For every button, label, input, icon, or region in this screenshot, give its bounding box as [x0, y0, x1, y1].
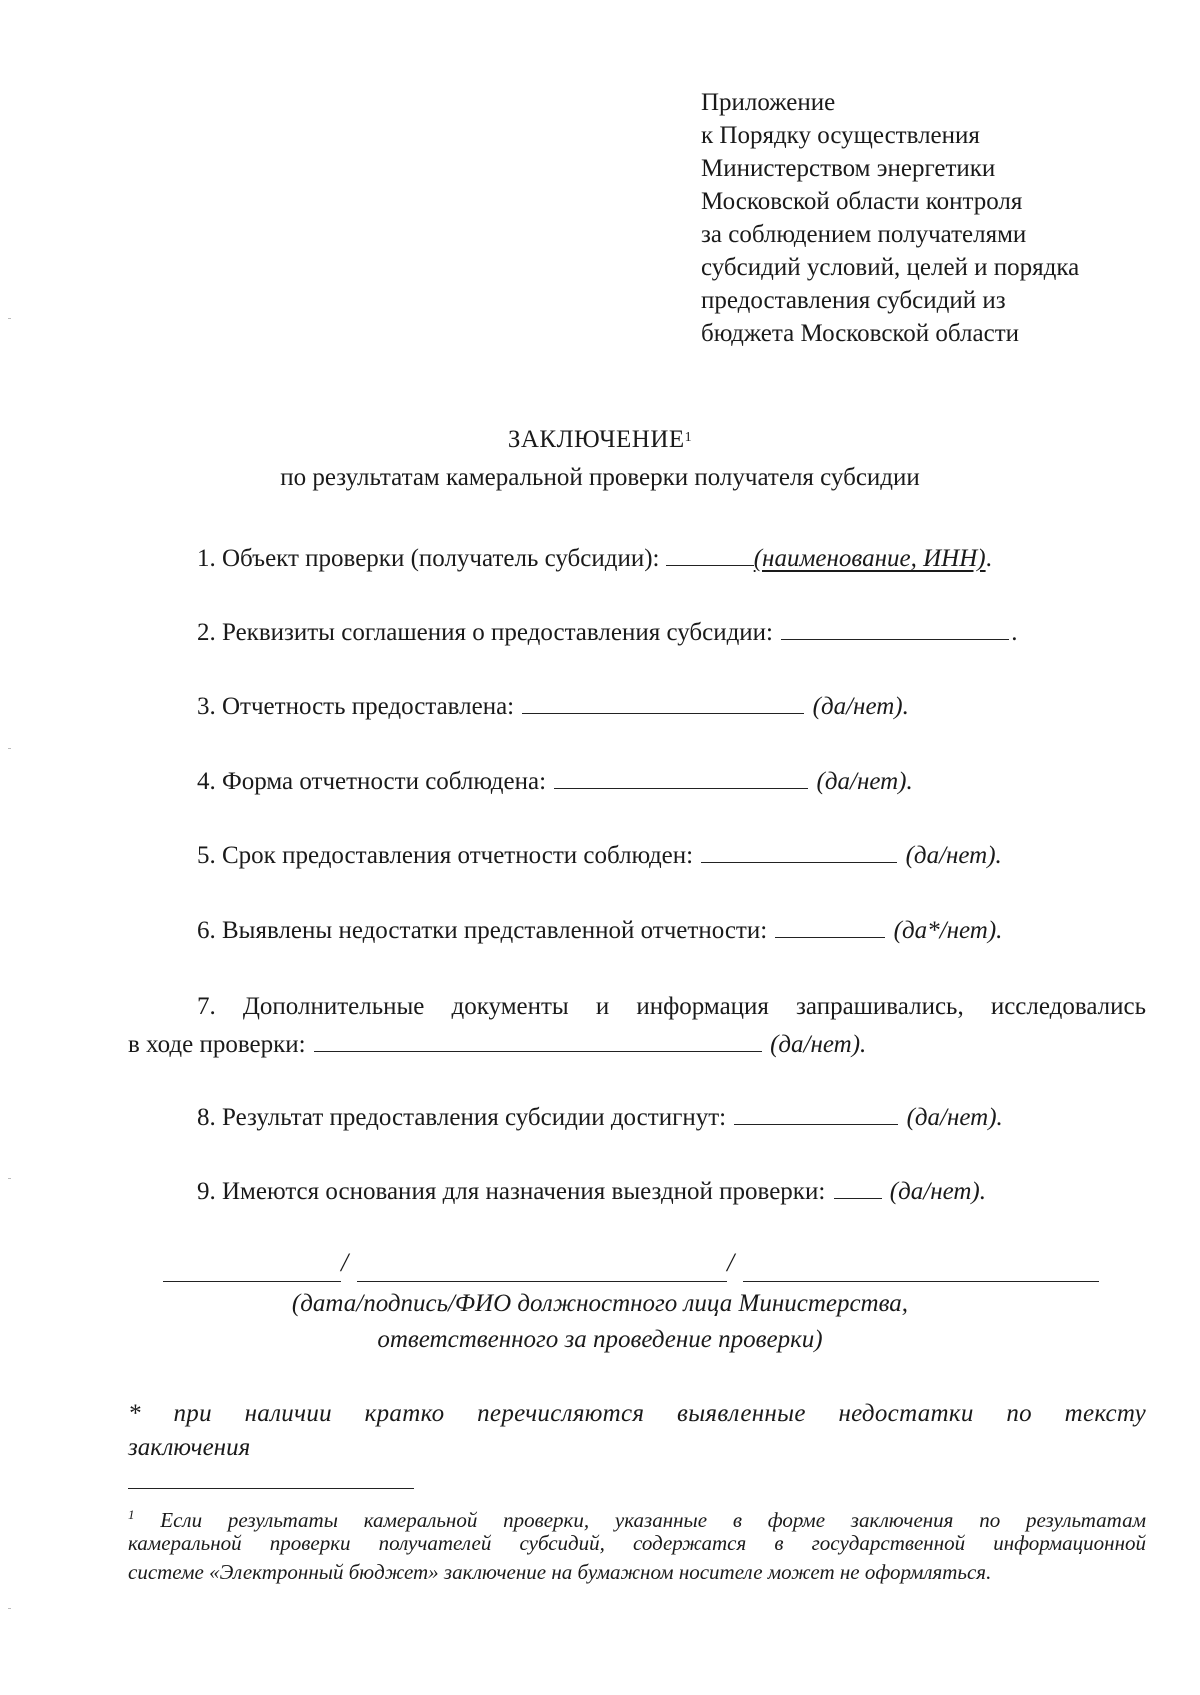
item-3	[197, 689, 909, 723]
asterisk-note-line-1: * при наличии кратко перечисляются выявленные недостатки по тексту	[128, 1400, 1146, 1427]
footnote-line-1-text: Если результаты камеральной проверки, указанные в форме заключения по результатам	[160, 1508, 1146, 1532]
item-5-label: 5. Срок предоставления отчетности соблюден:	[197, 842, 700, 869]
item-3-hint: (да/нет).	[812, 693, 909, 720]
item-3-label: 3. Отчетность предоставлена:	[197, 693, 521, 720]
item-4-hint: (да/нет).	[816, 768, 913, 795]
annex-line: Приложение	[701, 89, 836, 116]
item-7-blank[interactable]	[314, 1027, 762, 1052]
item-8	[197, 1100, 1003, 1134]
item-2-blank[interactable]	[781, 615, 1009, 640]
item-3-blank[interactable]	[522, 689, 804, 714]
item-2	[197, 615, 1018, 649]
item-7-line-2	[128, 1027, 866, 1061]
item-7-line-1: 7. Дополнительные документы и информация запрашивались, исследовались	[197, 993, 1146, 1020]
document-subtitle: по результатам камеральной проверки получателя субсидии	[280, 464, 920, 491]
annex-line: Министерством энергетики	[701, 155, 996, 182]
annex-line: бюджета Московской области	[701, 320, 1019, 347]
item-8-blank[interactable]	[734, 1100, 898, 1125]
item-2-end: .	[1011, 619, 1018, 646]
document-title	[0, 424, 1200, 456]
scan-mark	[8, 748, 11, 749]
scan-mark	[8, 1608, 11, 1609]
item-1-end: .	[985, 545, 992, 572]
signature-slash: /	[341, 1248, 349, 1277]
footnote-line-3: системе «Электронный бюджет» заключение на бумажном носителе может не оформляться.	[128, 1560, 992, 1584]
item-5	[197, 838, 1002, 872]
item-9-label: 9. Имеются основания для назначения выездной проверки:	[197, 1178, 832, 1205]
item-5-hint: (да/нет).	[905, 842, 1002, 869]
annex-line: за соблюдением получателями	[701, 221, 1027, 248]
item-2-label: 2. Реквизиты соглашения о предоставления субсидии:	[197, 619, 780, 646]
item-9	[197, 1174, 986, 1208]
item-1-hint: (наименование, ИНН)	[753, 545, 986, 572]
footnote-number: 1	[128, 1507, 135, 1522]
annex-line: субсидий условий, целей и порядка	[701, 254, 1080, 281]
annex-line: к Порядку осуществления	[701, 122, 980, 149]
signature-name-blank[interactable]	[743, 1253, 1099, 1282]
item-6	[197, 913, 1002, 947]
asterisk-note-line-2: заключения	[128, 1434, 251, 1461]
footnote-mark: 1	[684, 430, 693, 445]
document-title-text: ЗАКЛЮЧЕНИЕ	[507, 426, 685, 453]
item-5-blank[interactable]	[701, 838, 897, 863]
annex-line: предоставления субсидий из	[701, 287, 1006, 314]
signature-sign-blank[interactable]	[357, 1253, 727, 1282]
signature-caption-line-1: (дата/подпись/ФИО должностного лица Министерства,	[291, 1290, 909, 1317]
item-4	[197, 764, 913, 798]
scan-mark	[8, 1178, 11, 1179]
item-9-blank[interactable]	[834, 1174, 882, 1199]
signature-caption-line-2: ответственного за проведение проверки)	[377, 1326, 823, 1353]
signature-slash: /	[727, 1248, 735, 1277]
signature-date-blank[interactable]	[163, 1253, 341, 1282]
item-7-hint: (да/нет).	[770, 1031, 867, 1058]
annex-block	[701, 86, 1171, 350]
item-1-label: 1. Объект проверки (получатель субсидии):	[197, 545, 666, 572]
item-6-blank[interactable]	[775, 913, 885, 938]
item-9-hint: (да/нет).	[889, 1178, 986, 1205]
item-8-hint: (да/нет).	[906, 1104, 1003, 1131]
item-8-label: 8. Результат предоставления субсидии достигнут:	[197, 1104, 733, 1131]
annex-line: Московской области контроля	[701, 188, 1023, 215]
item-1	[197, 541, 992, 575]
footnote-divider	[128, 1488, 414, 1489]
item-7-label: в ходе проверки:	[128, 1031, 312, 1058]
item-1-blank[interactable]	[666, 541, 754, 566]
item-6-label: 6. Выявлены недостатки представленной отчетности:	[197, 917, 774, 944]
item-4-blank[interactable]	[554, 764, 808, 789]
footnote-line-2: камеральной проверки получателей субсидий, содержатся в государственной информационной	[128, 1531, 1146, 1555]
scan-mark	[8, 318, 11, 319]
item-4-label: 4. Форма отчетности соблюдена:	[197, 768, 553, 795]
item-6-hint: (да*/нет).	[893, 917, 1003, 944]
